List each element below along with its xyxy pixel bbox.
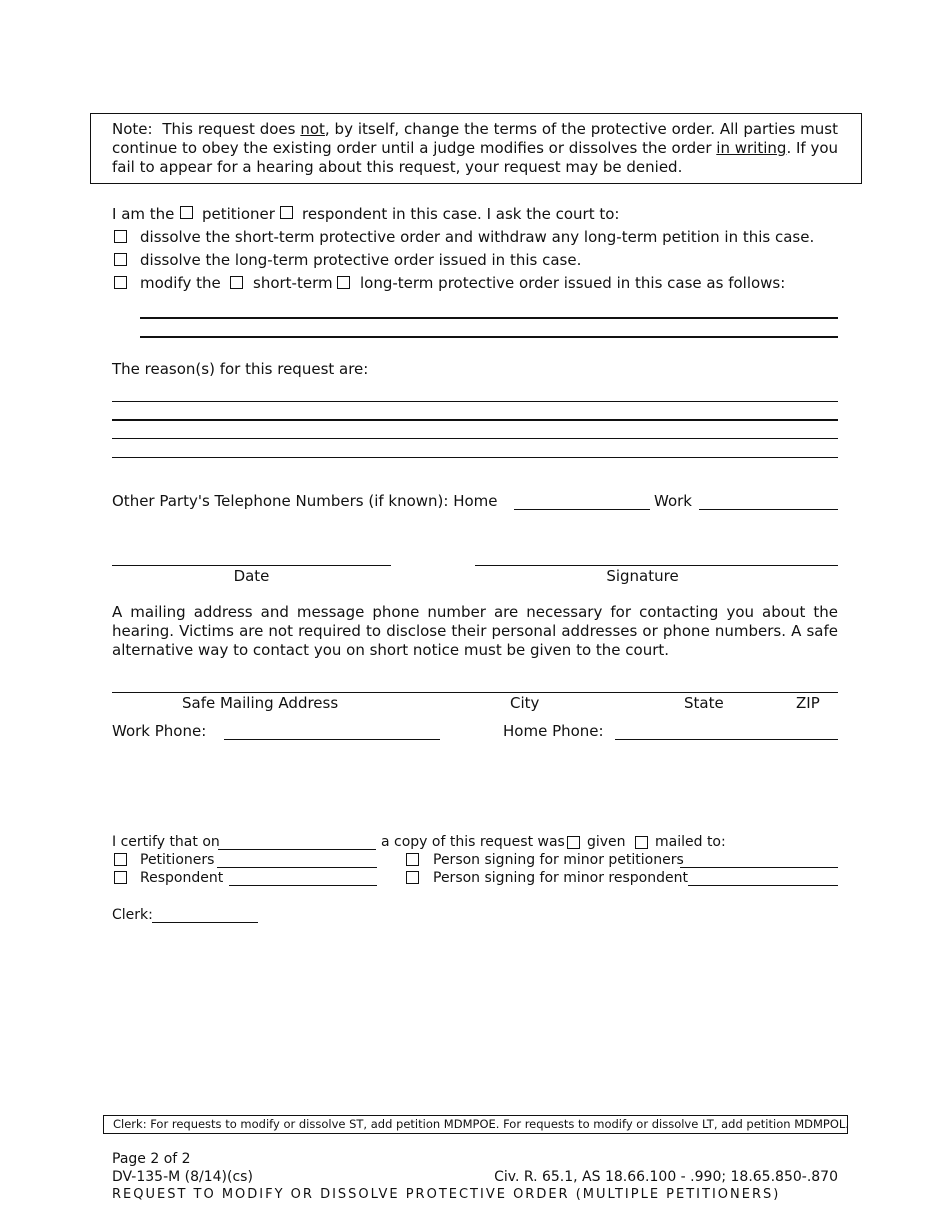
work-phone-label: Work Phone: bbox=[112, 722, 207, 740]
clerk-field[interactable] bbox=[152, 922, 258, 923]
clerk-label: Clerk: bbox=[112, 907, 153, 923]
reasons-line-3[interactable] bbox=[112, 438, 838, 439]
dissolve-short-term-checkbox[interactable] bbox=[114, 230, 127, 243]
date-field[interactable] bbox=[112, 565, 391, 566]
note-text-1: This request does bbox=[162, 120, 301, 138]
respondent-label: respondent in this case. I ask the court to: bbox=[302, 205, 620, 223]
form-number: DV-135-M (8/14)(cs) bbox=[112, 1169, 253, 1185]
reasons-line-2[interactable] bbox=[112, 419, 838, 421]
rule-citation: Civ. R. 65.1, AS 18.66.100 - .990; 18.65.850-.870 bbox=[494, 1169, 838, 1185]
signature-field[interactable] bbox=[475, 565, 838, 566]
safe-mailing-label: Safe Mailing Address bbox=[182, 694, 339, 712]
dissolve-short-term-label: dissolve the short-term protective order and withdraw any long-term petition in this case. bbox=[140, 228, 815, 246]
certify-copy-was: a copy of this request was bbox=[381, 834, 565, 850]
clerk-note-box bbox=[103, 1115, 848, 1134]
modify-long-term-label: long-term protective order issued in this case as follows: bbox=[360, 274, 786, 292]
reasons-line-4[interactable] bbox=[112, 457, 838, 458]
minor-respondent-field[interactable] bbox=[688, 885, 838, 886]
minor-petitioners-field[interactable] bbox=[680, 867, 838, 868]
respondent-mail-checkbox[interactable] bbox=[114, 871, 127, 884]
petitioners-checkbox[interactable] bbox=[114, 853, 127, 866]
minor-petitioners-checkbox[interactable] bbox=[406, 853, 419, 866]
respondent-mail-field[interactable] bbox=[229, 885, 377, 886]
note-label: Note: bbox=[112, 120, 153, 138]
safe-address-field[interactable] bbox=[112, 692, 838, 693]
certify-date-field[interactable] bbox=[218, 849, 376, 850]
zip-label: ZIP bbox=[796, 694, 820, 712]
minor-respondent-label: Person signing for minor respondent bbox=[433, 870, 688, 886]
reasons-label: The reason(s) for this request are: bbox=[112, 360, 369, 378]
modify-short-term-checkbox[interactable] bbox=[230, 276, 243, 289]
date-label: Date bbox=[233, 567, 270, 585]
respondent-checkbox[interactable] bbox=[280, 206, 293, 219]
phone-home-label: Other Party's Telephone Numbers (if known): Home bbox=[112, 492, 498, 510]
phone-work-label: Work bbox=[654, 492, 692, 510]
note-in-writing: in writing bbox=[716, 139, 787, 157]
form-title: REQUEST TO MODIFY OR DISSOLVE PROTECTIVE ORDER (MULTIPLE PETITIONERS) bbox=[112, 1187, 781, 1202]
reasons-line-1[interactable] bbox=[112, 401, 838, 402]
note-not: not bbox=[300, 120, 325, 138]
given-label: given bbox=[587, 834, 626, 850]
modify-long-term-checkbox[interactable] bbox=[337, 276, 350, 289]
mailed-to-label: mailed to: bbox=[655, 834, 726, 850]
note-box bbox=[90, 113, 862, 184]
i-am-the-label: I am the bbox=[112, 205, 175, 223]
minor-petitioners-label: Person signing for minor petitioners bbox=[433, 852, 684, 868]
city-label: City bbox=[510, 694, 540, 712]
petitioner-label: petitioner bbox=[202, 205, 275, 223]
modify-label: modify the bbox=[140, 274, 221, 292]
petitioners-label: Petitioners bbox=[140, 852, 215, 868]
modify-details-line-2[interactable] bbox=[140, 336, 838, 338]
home-phone-label: Home Phone: bbox=[503, 722, 604, 740]
note-text-2: , by itself, change the terms of the protective order. All parties must continue to obey the existing order until a judge modifies or dissolves the order bbox=[112, 120, 838, 157]
contact-paragraph: A mailing address and message phone number are necessary for contacting you about the hearing. Victims are not required to disclose their personal addresses or phone numbers. A safe alternative way to contact you on short notice must be given to the court. bbox=[112, 603, 838, 659]
home-phone-field[interactable] bbox=[514, 509, 650, 510]
dissolve-long-term-label: dissolve the long-term protective order issued in this case. bbox=[140, 251, 582, 269]
petitioner-checkbox[interactable] bbox=[180, 206, 193, 219]
dissolve-long-term-checkbox[interactable] bbox=[114, 253, 127, 266]
petitioners-field[interactable] bbox=[217, 867, 377, 868]
contact-home-phone-field[interactable] bbox=[615, 739, 838, 740]
clerk-note-text: Clerk: For requests to modify or dissolve ST, add petition MDMPOE. For requests to modify or dissolve LT, add petition MDMPOL. bbox=[113, 1117, 849, 1131]
note-text-3: . If you fail to appear for a hearing about this request, your request may be denied. bbox=[112, 139, 839, 176]
minor-respondent-checkbox[interactable] bbox=[406, 871, 419, 884]
state-label: State bbox=[684, 694, 724, 712]
respondent-mail-label: Respondent bbox=[140, 870, 224, 886]
modify-short-term-label: short-term bbox=[253, 274, 333, 292]
given-checkbox[interactable] bbox=[567, 836, 580, 849]
work-phone-field[interactable] bbox=[699, 509, 838, 510]
mailed-checkbox[interactable] bbox=[635, 836, 648, 849]
page-number: Page 2 of 2 bbox=[112, 1151, 191, 1167]
certify-intro: I certify that on bbox=[112, 834, 220, 850]
modify-details-line-1[interactable] bbox=[140, 317, 838, 319]
modify-checkbox[interactable] bbox=[114, 276, 127, 289]
signature-label: Signature bbox=[606, 567, 679, 585]
contact-work-phone-field[interactable] bbox=[224, 739, 440, 740]
note-text bbox=[112, 120, 838, 177]
